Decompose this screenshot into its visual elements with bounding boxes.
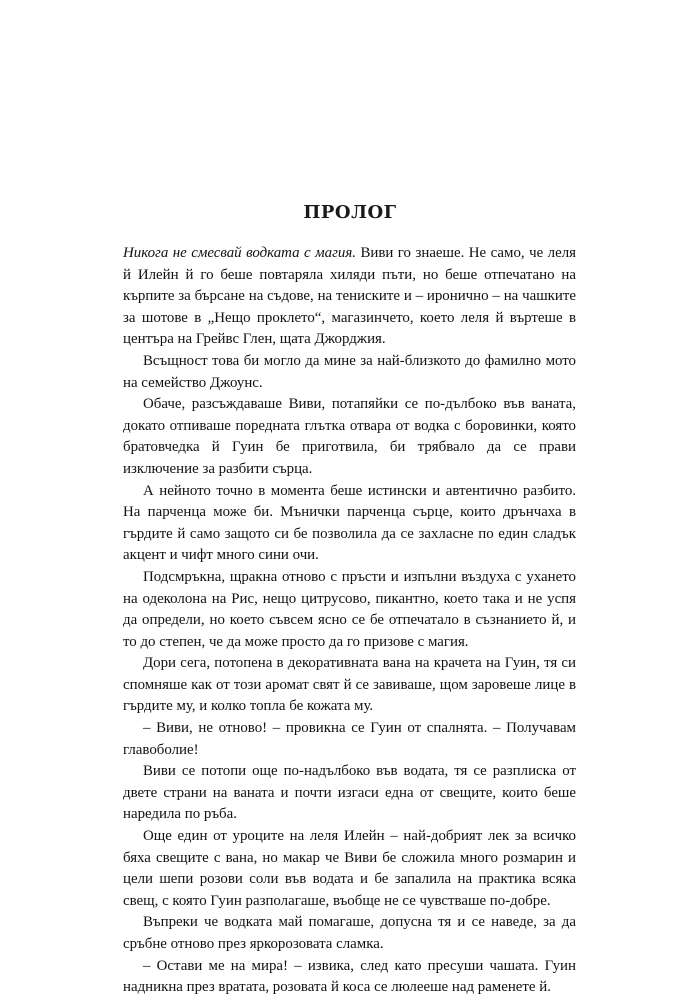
- italic-phrase: Никога не смесвай водката с магия.: [123, 245, 356, 261]
- paragraph: Още един от уроците на леля Илейн – най-добрият лек за всичко бяха свещите с вана, но макар че Виви бе сложила много розмарин и цели шепи розови соли във водата и бе запалила на практика всяка свещ, с която Гуин разполагаше, въобще не се чувстваше по-добре.: [123, 828, 576, 909]
- paragraph: Всъщност това би могло да мине за най-близкото до фамилно мото на семейство Джоунс.: [123, 352, 576, 391]
- paragraph: Обаче, разсъждаваше Виви, потапяйки се по-дълбоко във ваната, докато отпиваше поредната глътка отвара от водка с боровинки, която братовчедка й Гуин бе приготвила, би трябвало да се прави изключение за разбити сърца.: [123, 396, 576, 477]
- paragraph: – Виви, не отново! – провикна се Гуин от спалнята. – Получавам главоболие!: [123, 720, 576, 758]
- paragraph: Виви се потопи още по-надълбоко във водата, тя се разплиска от двете страни на ваната и почти изгаси една от свещите, които беше наредила по ръба.: [123, 763, 576, 823]
- chapter-title: ПРОЛОГ: [303, 202, 397, 223]
- paragraph: Подсмръкна, щракна отново с пръсти и изпълни въздуха с ухането на одеколона на Рис, нещо цитрусово, пикантно, което така и не успя да определи, но което съвсем ясно се бе отпечатало в съзнанието й, и то до степен, че да може просто да го призове с магия.: [123, 568, 576, 650]
- paragraph: Дори сега, потопена в декоративната вана на крачета на Гуин, тя си спомняше как от този аромат свят й се завиваше, щом заровеше лице в гърдите му, и колко топла бе кожата му.: [123, 655, 576, 715]
- paragraph-text: Виви го знаеше. Не само, че леля й Илейн й го беше повтаряла хиляди пъти, но беше отпечатано на кърпите за бърсане на съдове, на тениските и – иронично – на чашките за шотове в „Нещо проклето“, магазинчето, което леля й въртеше в центъра на Грейвс Глен, щата Джорджия.: [123, 245, 576, 348]
- paragraph: А нейното точно в момента беше истински и автентично разбито. На парченца може би. Мънички парченца сърце, които дрънчаха в гърдите й само защото си бе позволила да се захласне по един сладък акцент и чифт много сини очи.: [123, 482, 576, 564]
- body-text: [123, 243, 576, 999]
- paragraph: [123, 243, 576, 351]
- paragraph: – Остави ме на мира! – извика, след като пресуши чашата. Гуин надникна през вратата, розовата й коса се люлееше над раменете й.: [123, 957, 576, 996]
- paragraph: Въпреки че водката май помагаше, допусна тя и се наведе, за да сръбне отново през яркорозовата сламка.: [123, 914, 576, 952]
